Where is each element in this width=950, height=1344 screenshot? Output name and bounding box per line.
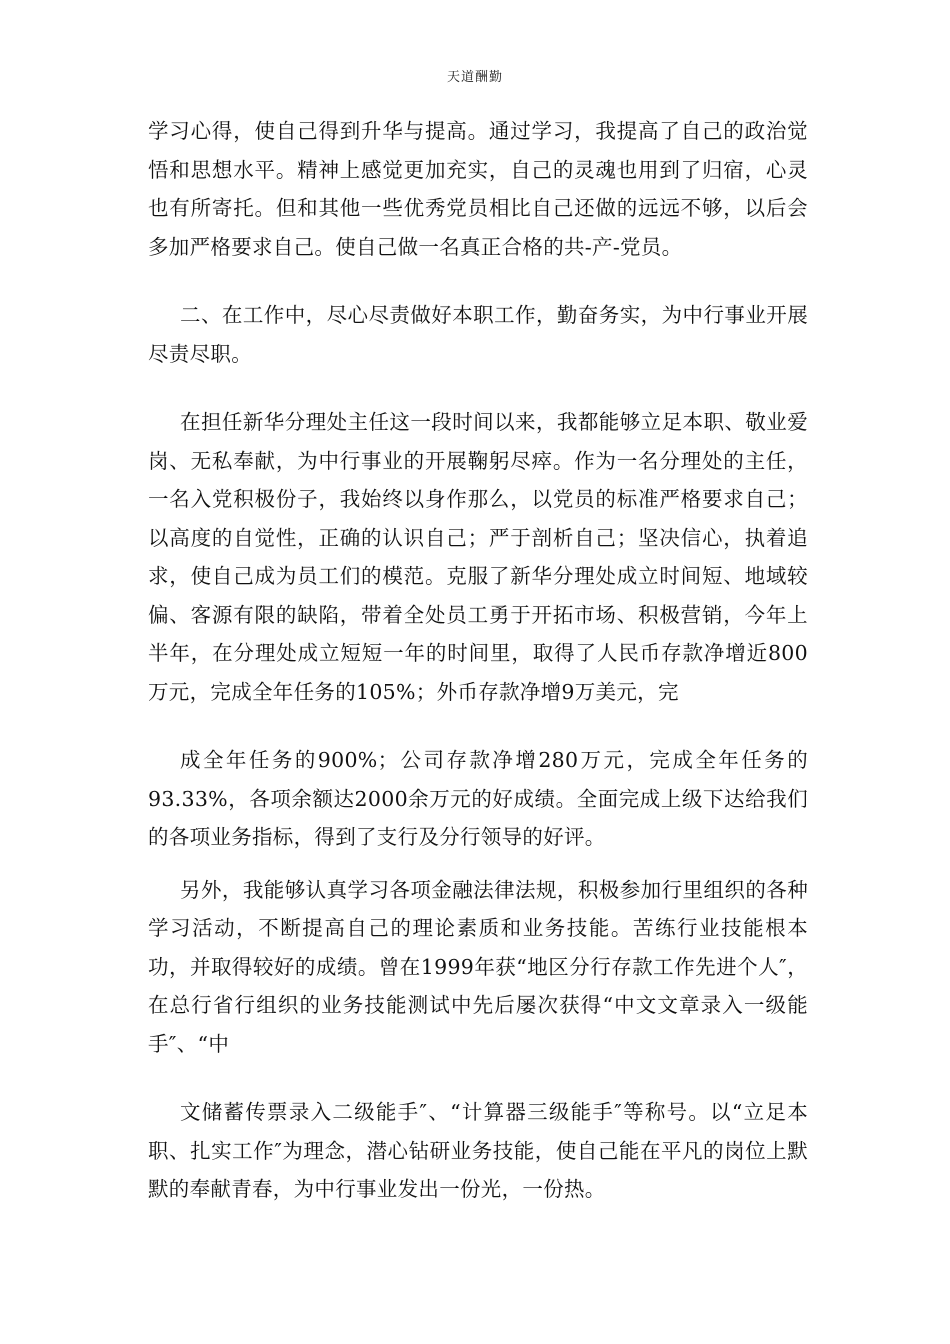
- paragraph-task-completion: 成全年任务的900%；公司存款净增280万元，完成全年任务的93.33%，各项余额达2000余万元的好成绩。全面完成上级下达给我们的各项业务指标，得到了支行及分行领导的好评。: [148, 748, 808, 849]
- paragraph-honors: 文储蓄传票录入二级能手″、“计算器三级能手″等称号。以“立足本职、扎实工作″为理念，潜心钻研业务技能，使自己能在平凡的岗位上默默的奉献青春，为中行事业发出一份光，一份热。: [148, 1100, 808, 1201]
- paragraph-section-two-heading: 二、在工作中，尽心尽责做好本职工作，勤奋务实，为中行事业开展尽责尽职。: [148, 303, 808, 366]
- paragraph-skills-learning: 另外，我能够认真学习各项金融法律法规，积极参加行里组织的各种学习活动，不断提高自己的理论素质和业务技能。苦练行业技能根本功，并取得较好的成绩。曾在1999年获“地区分行存款工作先进个人″，在总行省行组织的业务技能测试中先后屡次获得“中文文章录入一级能手″、“中: [148, 877, 808, 1056]
- paragraph-work-performance: 在担任新华分理处主任这一段时间以来，我都能够立足本职、敬业爱岗、无私奉献，为中行事业的开展鞠躬尽瘁。作为一名分理处的主任，一名入党积极份子，我始终以身作那么，以党员的标准严格要求自己；以高度的自觉性，正确的认识自己；严于剖析自己；坚决信心，执着追求，使自己成为员工们的模范。克服了新华分理处成立时间短、地域较偏、客源有限的缺陷，带着全处员工勇于开拓市场、积极营销，今年上半年，在分理处成立短短一年的时间里，取得了人民币存款净增近800万元，完成全年任务的105%；外币存款净增9万美元，完: [148, 410, 808, 704]
- document-body: [148, 112, 808, 1223]
- paragraph-study-experience: 学习心得，使自己得到升华与提高。通过学习，我提高了自己的政治觉悟和思想水平。精神上感觉更加充实，自己的灵魂也用到了归宿，心灵也有所寄托。但和其他一些优秀党员相比自己还做的远远不够，以后会多加严格要求自己。使自己做一名真正合格的共-产-党员。: [148, 119, 808, 259]
- page-header: 天道酬勤: [446, 70, 503, 85]
